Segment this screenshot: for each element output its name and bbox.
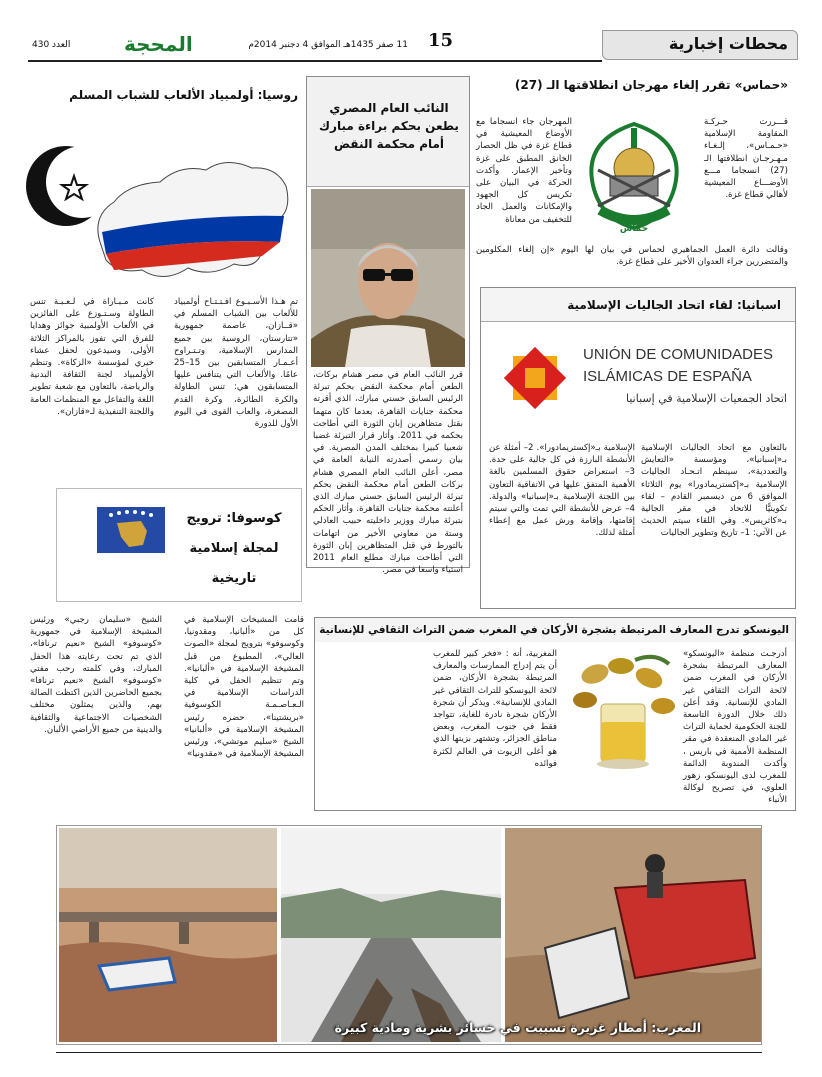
hamas-col-left: المهرجان جاء انسجاما مع الأوضاع المعيشية في قطاع غزة في ظل الحصار الخانق المطبق على غزة وتأخير الإعمار. وأكدت الحركة في البيان على تكريس كل الجهود والإمكانات والعمل الجاد للتخفيف من معاناة	[476, 117, 572, 225]
spain-col-left: الإسلامية بـ«إكستريمادورا». 2– أمثلة عن الأنشطة البارزة في كل جالية على حدة. 3– استعراض حقوق المسلمين بالغة الأهمية المتفق عليها في الاتفاقية التعاون بين اللجنة الإسلامية بـ«إسبانيا» والدولة. 4– عرض للأنشطة التي تمت والتي سيتم إقامتها، وإقامة ورش عمل مع إعطاء أمثلة لذلك.	[489, 443, 636, 539]
spain-logo	[491, 338, 789, 430]
footer-rule	[56, 1052, 762, 1053]
morocco-photo-strip	[56, 825, 762, 1045]
mubarak-photo	[311, 189, 465, 367]
page-number: 15	[428, 30, 454, 51]
argan-col-right: أدرجـت منظمة «اليونسكو» المعارف المرتبطة بشجرة الأركان في المغرب ضمن لائحة التراث الثقافي غير المادي للإنسانية. وقد أعلن ذلك خلال الدورة التاسعة للجنة الحكومية لحماية التراث غير المادي المنعقدة في مقر المنظمة الأممية في باريس ، وأكدت المندوبة الدائمة للمغرب لدى اليونسكو، زهور العلوي، في تصريح لوكالة الأنباء	[683, 649, 787, 806]
mubarak-headline: النائب العام المصري يطعن بحكم براءة مبارك أمام محكمة النقض	[319, 101, 459, 151]
spain-headline: اسبانيا: لقاء اتحاد الجاليات الإسلامية	[567, 298, 781, 312]
hamas-emblem-label: حماس	[619, 224, 649, 234]
mubarak-article	[306, 76, 470, 576]
argan-article	[314, 617, 796, 811]
russia-map	[30, 124, 294, 302]
section-title: محطات إخبارية	[668, 34, 788, 53]
morocco-caption: المغرب: أمطار غزيرة تسببت في خسائر بشرية ومادية كبيرة	[334, 1020, 701, 1035]
morocco-photo-road	[281, 828, 501, 1042]
russia-article	[28, 82, 298, 452]
hamas-emblem	[572, 110, 696, 240]
spain-logo-line2: ISLÁMICAS DE ESPAÑA	[583, 368, 752, 385]
spain-logo-arabic: اتحاد الجمعيات الإسلامية في إسبانيا	[626, 392, 787, 405]
kosovo-col-right: قامت المشيخات الإسلامية في كل من «ألبانيا، ومقدونيا، وكوسوفو» بترويج لمجلة «الصوت العالي»، المطبوع من قبل المشيخة الإسلامية في «ألبانيا». وتم تنظيم الحفل في كلية الدراسات الإسلامية في الـعـاصـمـة الكوسوفية «بريشتينا»، حضره رئيس المشيخة الإسلامية في «ألبانيا» الشيخ «سليم موتشي»، ورئيس المشيخة الإسلامية في «مقدونيا»	[184, 615, 304, 760]
kosovo-header-box	[56, 488, 302, 602]
mubarak-body: قرر النائب العام في مصر هشام بركات، الطعن أمام محكمة النقض بحكم تبرئة الرئيس السابق حسني مبارك، الذي أقرته محكمة جنايات القاهرة، بعدما كان متهما بقتل متظاهرين إبان الثورة التي أطاحت بحكمه في 2011. وأثار قرار التبرئة غضبا شعبيا كبيرا بمختلف المدن المصرية. في بيان رسمي أصدرته النيابة العامة في مصر، أعلن النائب العام المصري هشام بركات الطعن أمام محكمة النقض بحكم تبرئة الرئيس السابق حسني مبارك الذي أعلنته محكمة جنايات القاهرة. وأثار الحكم بتبرئة مبارك ووزير داخليته حبيب العادلي وستة من معاوني الأخير من اتهامات بالتورط في قتل المتظاهرين إبان الثورة التي أطاحت مبارك مطلع العام 2011 استياء واسعا في مصر.	[313, 370, 463, 576]
russia-headline: روسيا: أولمبياد الألعاب للشباب المسلم	[69, 88, 298, 102]
kosovo-title-1: كوسوفا: ترويج	[186, 511, 282, 526]
morocco-photo-truck	[505, 828, 761, 1042]
issue-number: العدد 430	[32, 40, 71, 50]
hamas-bottom-text: وقالت دائرة العمل الجماهيري لحماس في بيان لها اليوم «إن إلغاء المكلومين والمتضررين جراء العدوان الأخير على قطاع غزة.	[476, 245, 788, 268]
russia-col-left: كانت مـبـاراة في لـعـبـة تنس الطاولة وسـتـوزع على الفائزين في الألعاب الأولمبية جوائز وهدايا للفرق التي تفوز بالمراكز الثلاثة الأولى، وسيدعون لحفل عشاء خيري لمؤسسة «الزكاة». وتنظم الأولمبياد لجنة الثقافة البدنية والرياضة، بالتعاون مع شعبة تطوير اللغة والتفاعل مع المنظمات العامة واللجنة التنفيذية لـ«قازان».	[30, 297, 154, 417]
hamas-headline: «حماس» تقرر إلغاء مهرجان انطلاقتها الـ (27)	[514, 78, 788, 92]
header-date: 11 صفر 1435هـ الموافق 4 دجنبر 2014م	[248, 40, 408, 50]
hamas-article	[474, 72, 796, 272]
kosovo-article	[28, 470, 306, 790]
hamas-col-right: قـــررت حـركـة المقاومة الإسلامية «حـمـاس»، إلـغـاء مـهـرجـان انطلاقتها الـ (27) انسجاما مـــع الأوضـــاع المعيشية لأهالي قطاع غزة.	[704, 117, 788, 201]
morocco-photo-bridge	[59, 828, 277, 1042]
argan-headline: اليونسكو تدرج المعارف المرتبطة بشجرة الأركان في المغرب ضمن التراث الثقافي للإنسانية	[319, 624, 789, 636]
kosovo-flag	[97, 507, 165, 553]
header	[28, 30, 798, 62]
spain-article	[480, 287, 796, 609]
argan-col-left: المغربية، أنه : «فخر كبير للمغرب أن يتم إدراج الممارسات والمعارف المرتبطة بشجرة الأركان، ضمن لائحة اليونسكو للتراث الثقافي غير المادي للإنسانية». ويذكر أن شجرة الأركان شجرة نادرة للغاية، تتواجد فقط في جنوب المغرب، وبعض مناطق الجزائر، وتشتهر بزيتها الذي هو أغلى الزيوت في العالم لكثرة فوائده	[433, 649, 557, 769]
header-rule	[28, 60, 602, 62]
spain-logo-line1: UNIÓN DE COMUNIDADES	[583, 346, 774, 363]
kosovo-title-2: لمجلة إسلامية	[189, 541, 279, 556]
kosovo-col-left: الشيخ «سليمان رجبي» ورئيس المشيخة الإسلامية في جمهورية «كوسوفو» الشيخ «نعيم ترنافا»، الذي تم تحت رعايته هذا الحفل المبارك، وفي كلمته رحب مفتي «كوسوفو» الشيخ «نعيم ترنافا» بجميع الحاضرين الذين اكتظت الصالة بهم، والذين يمثلون مختلف الشخصيات الاجتماعية والثقافية والدينية من جميع الأراضي الألبان.	[30, 615, 162, 735]
spain-col-right: بالتعاون مع اتحاد الجاليات الإسلامية بـ«إسبانيا»، ومؤسسة «التعايش والتعددية»، سينظم اتـحـاد الجاليات الإسلامية بـ«إكستريمادورا» يوم الثلاثاء الموافق 6 من ديسمبر القادم – لقاء تكوينيًّا للاتحاد في مقر الجالية بـ«كاثريس». وفي اللقاء سيتم الحديث عن الآتي: 1– تاريخ وتطوير الجاليات	[641, 443, 787, 539]
logo: المحجة	[124, 32, 193, 56]
argan-photo	[565, 648, 679, 772]
russia-col-right: تم هـذا الأسـبـوع افـتـتـاح أولمبياد للألعاب بين الشباب المسلم في «قــازان، عاصمة جمهورية «تتارستان، الروسية بين جميع المدارس الإسلامية، وتـتـراوح أعـمـار المتسابقين بين 15–25 عامًا. والألعاب التي يتنافس عليها المتسابقون هي: تنس الطاولة والكرة الطائرة، وكرة القدم المصغرة، والعاب القوى في اليوم الأول للدورة	[174, 297, 298, 430]
kosovo-title-3: تاريخية	[211, 571, 257, 586]
